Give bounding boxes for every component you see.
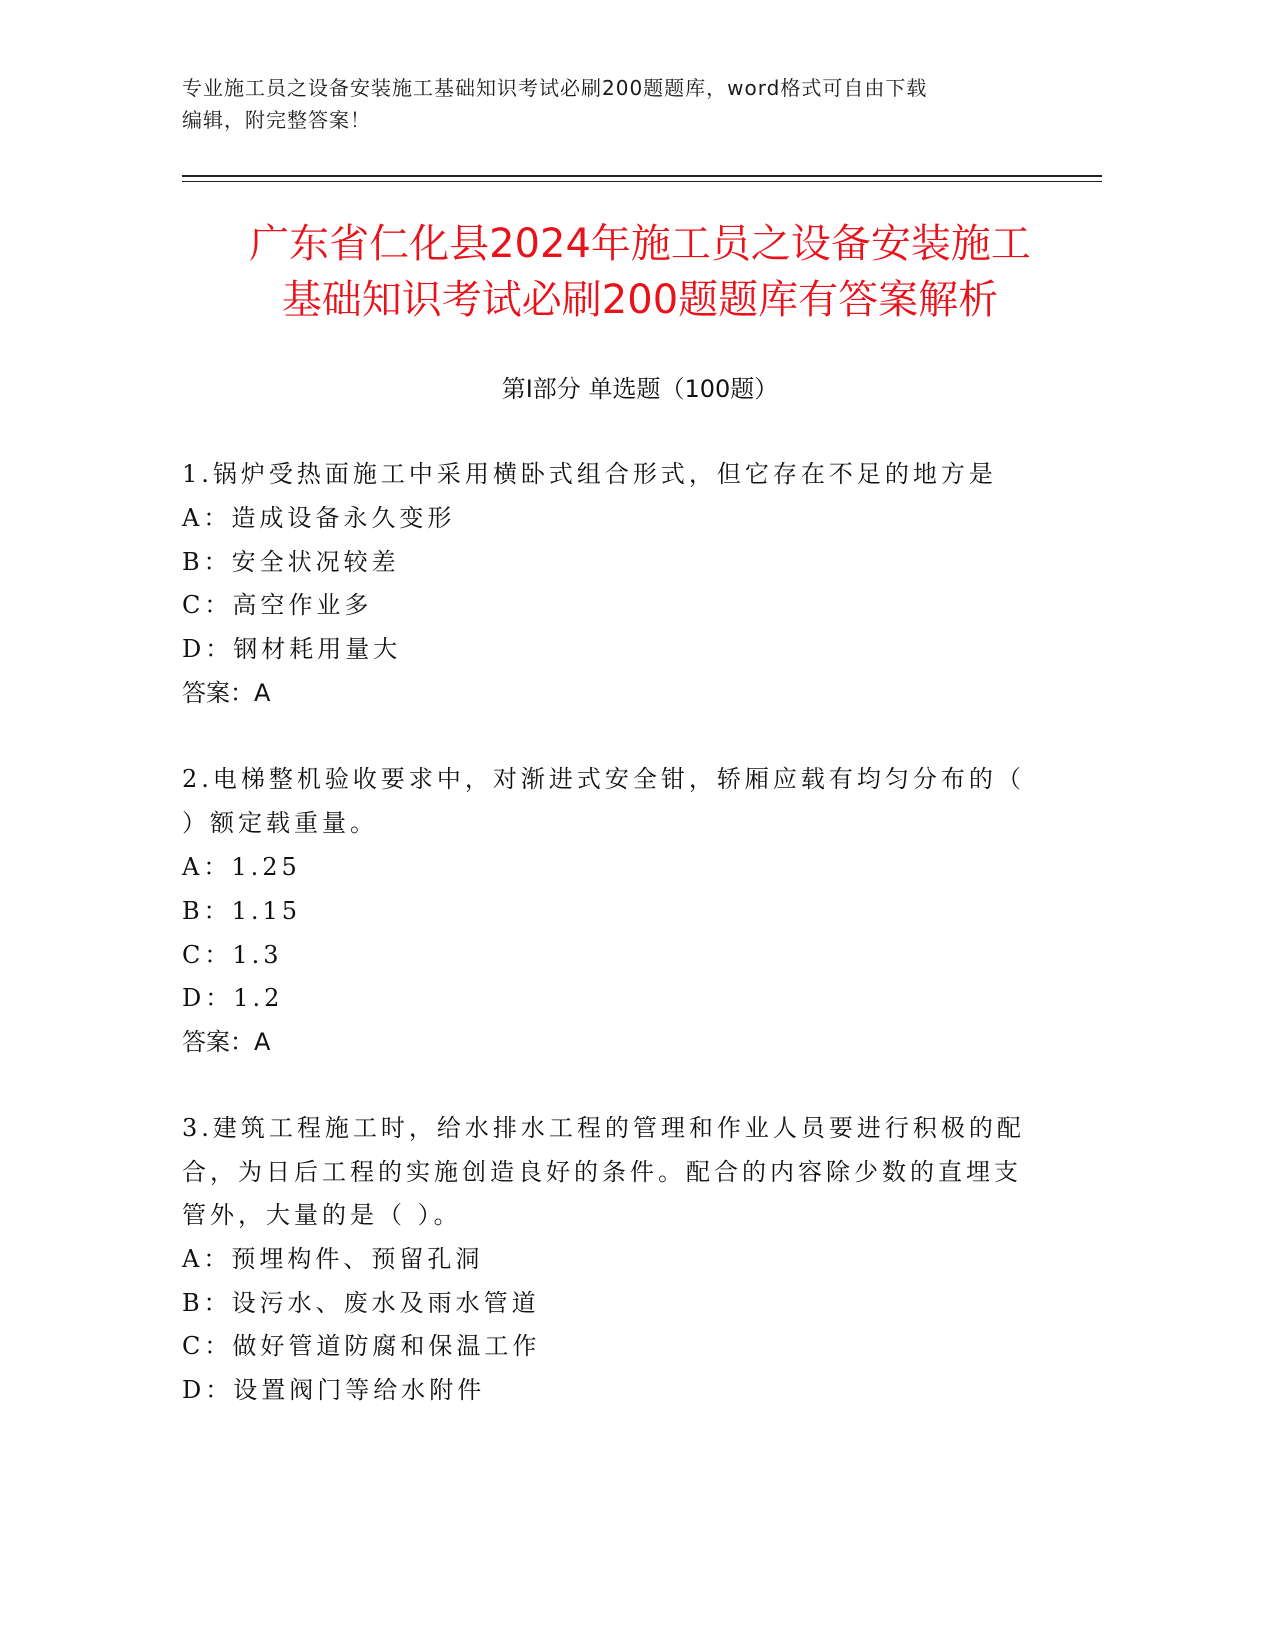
option-b: B：安全状况较差 bbox=[182, 548, 400, 576]
header-note bbox=[182, 72, 1042, 136]
option-c: C：1.3 bbox=[182, 941, 283, 969]
option-b: B：设污水、废水及雨水管道 bbox=[182, 1289, 540, 1317]
document-title bbox=[140, 216, 1140, 328]
option-a: A：预埋构件、预留孔洞 bbox=[182, 1245, 484, 1273]
question-stem: 2.电梯整机验收要求中，对渐进式安全钳，轿厢应载有均匀分布的（ bbox=[182, 765, 1025, 793]
option-d: D：设置阀门等给水附件 bbox=[182, 1376, 486, 1404]
header-note-line: 编辑，附完整答案！ bbox=[182, 108, 371, 132]
option-d: D：钢材耗用量大 bbox=[182, 635, 402, 663]
question-stem: 1.锅炉受热面施工中采用横卧式组合形式，但它存在不足的地方是 bbox=[182, 460, 997, 488]
question-stem: ）额定载重量。 bbox=[182, 809, 378, 837]
option-d: D：1.2 bbox=[182, 984, 284, 1012]
header-note-line: 专业施工员之设备安装施工基础知识考试必刷200题题库，word格式可自由下载 bbox=[182, 76, 928, 100]
answer-line: 答案：A bbox=[182, 1028, 271, 1056]
title-line: 基础知识考试必刷200题题库有答案解析 bbox=[281, 277, 999, 323]
title-line: 广东省仁化县2024年施工员之设备安装施工 bbox=[249, 221, 1031, 267]
option-b: B：1.15 bbox=[182, 897, 302, 925]
option-c: C：高空作业多 bbox=[182, 591, 373, 619]
header-divider-thin bbox=[182, 181, 1102, 182]
option-c: C：做好管道防腐和保温工作 bbox=[182, 1332, 541, 1360]
option-a: A：1.25 bbox=[182, 853, 301, 881]
header-divider-thick bbox=[182, 175, 1102, 177]
section-title: 第Ⅰ部分 单选题（100题） bbox=[501, 375, 779, 403]
question-stem: 管外，大量的是（ ）。 bbox=[182, 1201, 462, 1229]
question-stem: 3.建筑工程施工时，给水排水工程的管理和作业人员要进行积极的配 bbox=[182, 1114, 1025, 1142]
option-a: A：造成设备永久变形 bbox=[182, 504, 456, 532]
answer-line: 答案：A bbox=[182, 679, 271, 707]
question-stem: 合，为日后工程的实施创造良好的条件。配合的内容除少数的直埋支 bbox=[182, 1158, 1022, 1186]
